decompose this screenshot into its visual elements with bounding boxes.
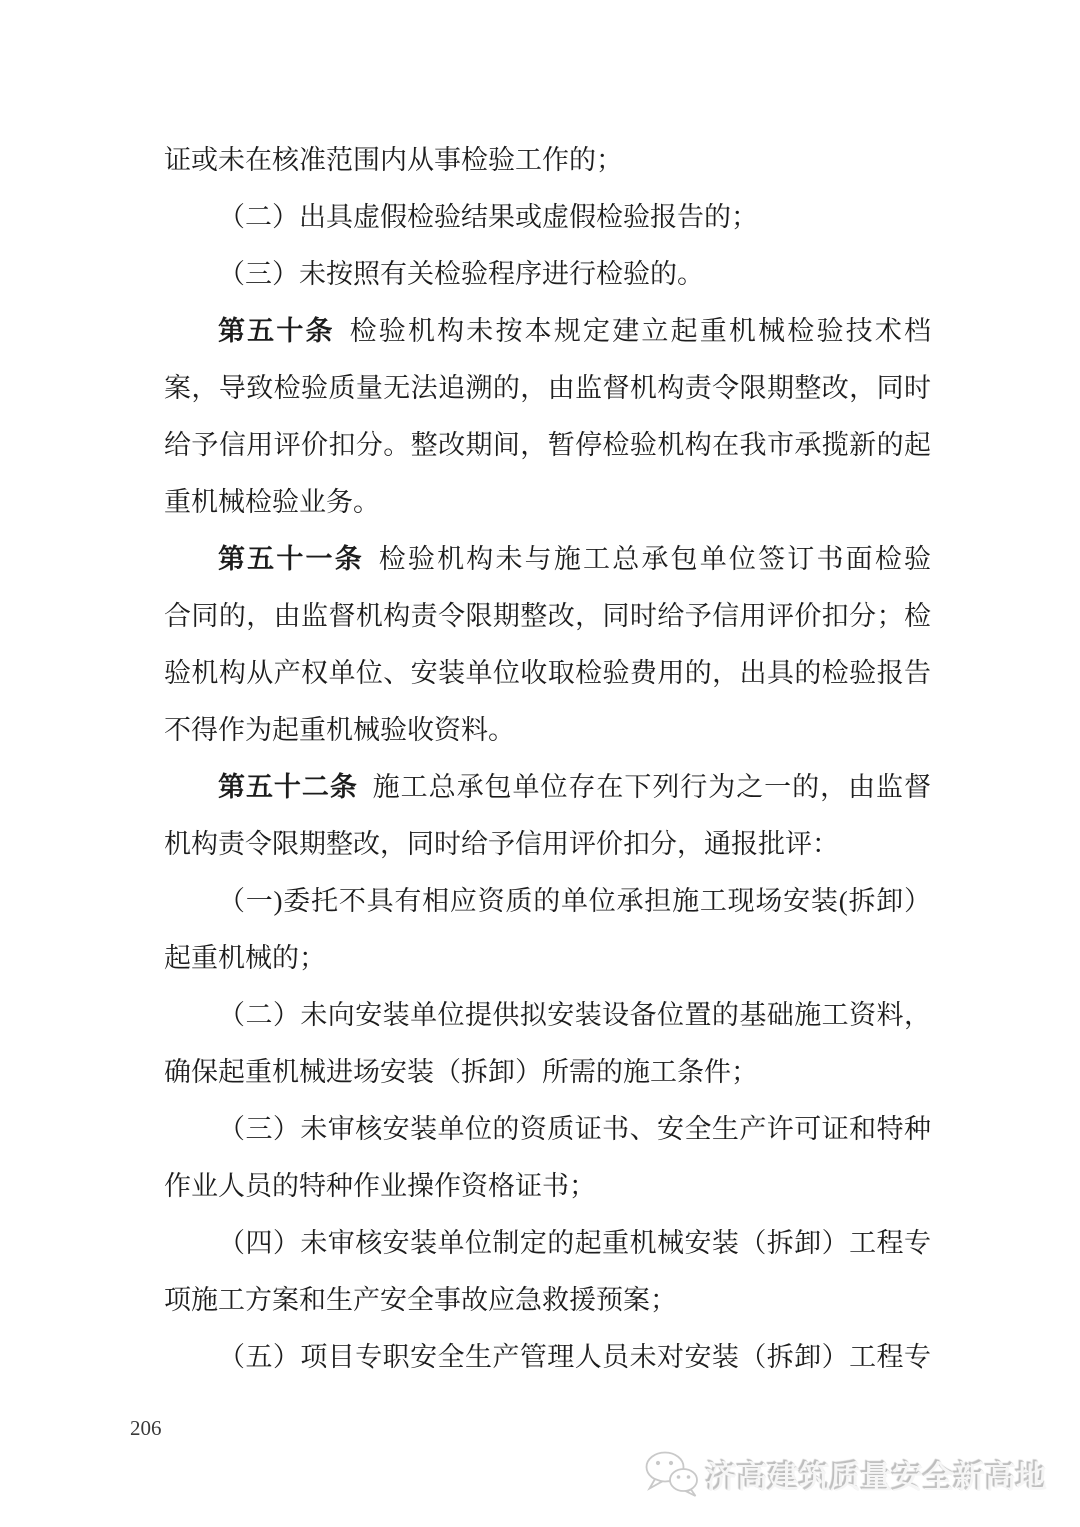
doc-line: 确保起重机械进场安装（拆卸）所需的施工条件； <box>164 1057 758 1087</box>
line-text: 检验机构未与施工总承包单位签订书面检验 <box>378 544 931 574</box>
doc-line: 验机构从产权单位、安装单位收取检验费用的，出具的检验报告 <box>164 658 931 688</box>
line-text: 施工总承包单位存在下列行为之一的，由监督 <box>372 772 931 802</box>
watermark-text: 济高建筑质量安全新高地 <box>706 1459 1047 1495</box>
doc-line: （二）未向安装单位提供拟安装设备位置的基础施工资料， <box>218 1000 931 1030</box>
doc-line: 重机械检验业务。 <box>164 487 380 517</box>
watermark <box>644 1448 1047 1500</box>
doc-line: （三）未按照有关检验程序进行检验的。 <box>218 259 704 289</box>
doc-line: （二）出具虚假检验结果或虚假检验报告的； <box>218 202 758 232</box>
article-number: 第五十一条 <box>218 544 364 574</box>
doc-line: 机构责令限期整改，同时给予信用评价扣分，通报批评： <box>164 829 839 859</box>
doc-line: 作业人员的特种作业操作资格证书； <box>164 1171 596 1201</box>
doc-line: （四）未审核安装单位制定的起重机械安装（拆卸）工程专 <box>218 1228 931 1258</box>
doc-line: （一)委托不具有相应资质的单位承担施工现场安装(拆卸） <box>218 886 931 916</box>
article-number: 第五十条 <box>218 316 335 346</box>
doc-line-article-52 <box>164 759 931 816</box>
doc-line: 合同的，由监督机构责令限期整改，同时给予信用评价扣分；检 <box>164 601 931 631</box>
doc-line: （三）未审核安装单位的资质证书、安全生产许可证和特种 <box>218 1114 931 1144</box>
article-number: 第五十二条 <box>218 772 358 802</box>
wechat-icon <box>644 1450 698 1498</box>
document-content <box>164 132 931 1386</box>
doc-line-article-51 <box>164 531 931 588</box>
doc-line: 给予信用评价扣分。整改期间，暂停检验机构在我市承揽新的起 <box>164 430 931 460</box>
line-text: 检验机构未按本规定建立起重机械检验技术档 <box>349 316 931 346</box>
doc-line-article-50 <box>164 303 931 360</box>
doc-line: 项施工方案和生产安全事故应急救援预案； <box>164 1285 677 1315</box>
doc-line: （五）项目专职安全生产管理人员未对安装（拆卸）工程专 <box>218 1342 931 1372</box>
doc-line: 证或未在核准范围内从事检验工作的； <box>164 145 623 175</box>
doc-line: 起重机械的； <box>164 943 326 973</box>
doc-line: 案，导致检验质量无法追溯的，由监督机构责令限期整改，同时 <box>164 373 931 403</box>
doc-line: 不得作为起重机械验收资料。 <box>164 715 515 745</box>
page-number: 206 <box>130 1416 162 1440</box>
